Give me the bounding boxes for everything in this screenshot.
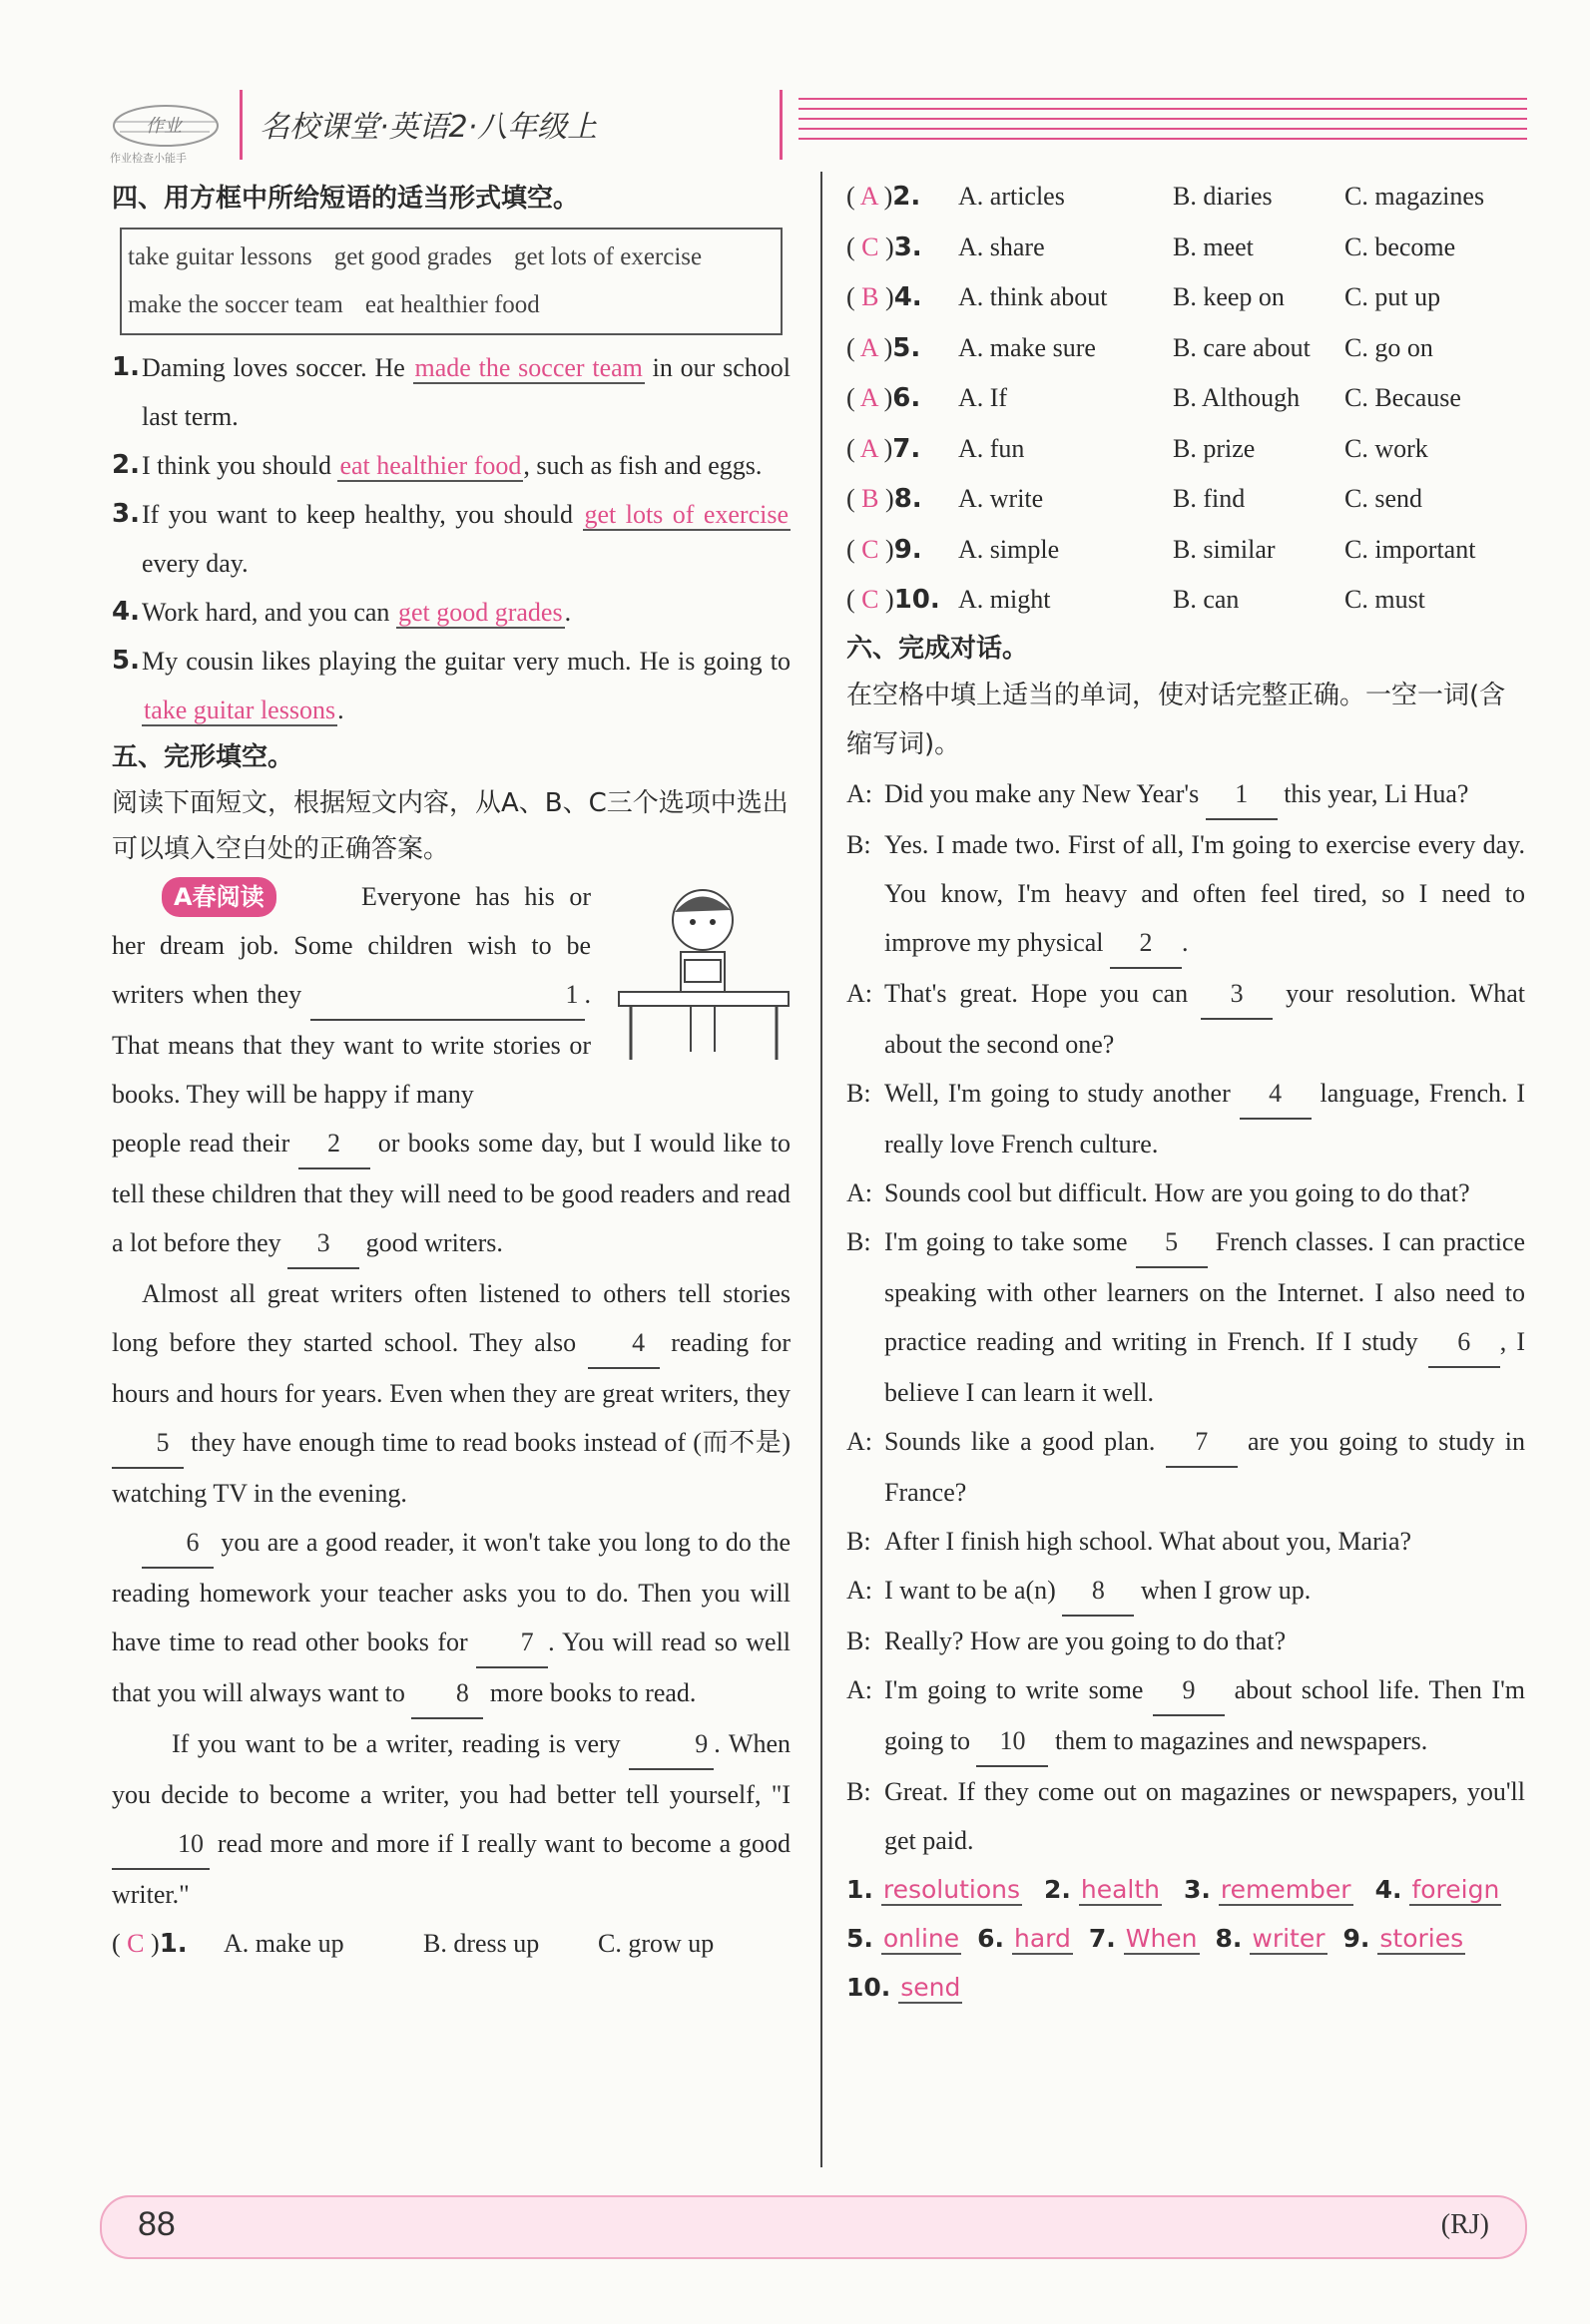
blank: 1	[310, 970, 585, 1021]
blank: 7	[1166, 1417, 1238, 1468]
phrase: get good grades	[333, 243, 492, 270]
book-title: 名校课堂·英语2·八年级上	[260, 110, 598, 145]
dialogue-line: B: Yes. I made two. First of all, I'm going to exercise every day. You know, I'm heavy and often feel tired, so I need to improve my physical 2 .	[846, 820, 1525, 969]
dialogue-line: B: After I finish high school. What about you, Maria?	[846, 1526, 1412, 1556]
section-5-instruction: 阅读下面短文，根据短文内容，从A、B、C三个选项中选出可以填入空白处的正确答案。	[112, 788, 789, 864]
blank: 8	[1062, 1566, 1134, 1617]
phrase: take guitar lessons	[128, 243, 312, 270]
blank: 10	[112, 1819, 210, 1870]
blank: 9	[629, 1719, 714, 1770]
choice-row: ( C )3. A. share B. meet C. become	[846, 232, 1456, 262]
choice-row: ( A )5. A. make sure B. care about C. go on	[846, 332, 1433, 363]
choice-row: ( C )1. A. make up B. dress up C. grow up	[112, 1929, 715, 1959]
section-6-title: 六、完成对话。	[846, 633, 1029, 664]
homework-logo-icon	[106, 98, 236, 168]
dialogue-line: B: I'm going to take some 5 French classes. I can practice speaking with other learners on the Internet. I also need to practice reading and writing in French. If I study 6 , I believe I can learn it well.	[846, 1217, 1525, 1417]
fill-question: 1. Daming loves soccer. He made the soccer team in our school last term.	[112, 352, 791, 431]
fill-question: 2. I think you should eat healthier food, such as fish and eggs.	[112, 450, 763, 480]
choice-row: ( A )2. A. articles B. diaries C. magazines	[846, 182, 1485, 212]
passage-paragraph-1: Everyone has his or her dream job. Some children wish to be writers when they 1 . That means that they want to write stories or books. They will be happy if many	[112, 882, 591, 1109]
choice-answer: C	[127, 1929, 145, 1958]
dialogue-line: A: Did you make any New Year's 1 this year, Li Hua?	[846, 769, 1525, 820]
blank: 3	[287, 1218, 359, 1269]
blank: 4	[1240, 1069, 1312, 1120]
phrase: get lots of exercise	[513, 243, 703, 270]
page-header	[100, 80, 1527, 170]
passage-paragraph-4: If you want to be a writer, reading is very 9 . When you decide to become a writer, you had better tell yourself, "I 10 read more and more if I really want to become a good writer."	[112, 1719, 791, 1919]
phrase: make the soccer team	[128, 291, 343, 318]
svg-text:作业: 作业	[146, 116, 182, 137]
fill-question: 4. Work hard, and you can get good grades.	[112, 597, 572, 627]
choice-row: ( C )10. A. might B. can C. must	[846, 585, 1425, 615]
choice-row: ( B )4. A. think about B. keep on C. put up	[846, 282, 1441, 312]
svg-text:作业检查小能手: 作业检查小能手	[110, 152, 187, 165]
passage-paragraph-2: Almost all great writers often listened to others tell stories long before they started school. They also 4 reading for hours and hours for years. Even when they are great writers, they 5 they have enough time to read books instead of (而不是) watching TV in the evening.	[112, 1279, 792, 1508]
blank: 5	[112, 1418, 184, 1469]
fill-question: 5. My cousin likes playing the guitar very much. He is going to take guitar lessons.	[112, 646, 791, 724]
dialogue-line: B: Great. If they come out on magazines or newspapers, you'll get paid.	[846, 1776, 1525, 1855]
page-footer	[100, 2195, 1527, 2259]
dialogue-line: A: Sounds like a good plan. 7 are you going to study in France?	[846, 1417, 1525, 1517]
section-4-title: 四、用方框中所给短语的适当形式填空。	[112, 184, 580, 214]
cloze-passage: A春阅读 Everyone has his or her dream job. Some children wish to be writers when they 1 . That means that they want to write stories or books. They will be happy if many people read their 2 or books some day, but I would like to tell these children that they will need to be good readers and read a lot before they 3 good writers. Almost all great writers often listened to others tell stories long before they started school. They also 4 reading for hours and hours for years. Even when they are great writers, they 5 they have enough time to read books instead of (而不是) watching TV in the evening. 6 you are a good reader, it won't take you long to do the reading homework your teacher asks you to do. Then you will have time to read other books for 7 . You will read so well that you will always want to 8 more books to read. If you want to be a writer, reading is very 9 . When you decide to become a writer, you had better tell yourself, "I 10 read more and more if I really want to become a good writer."	[112, 872, 791, 1919]
blank: 2	[1110, 918, 1182, 969]
dialogue-line: A: I'm going to write some 9 about school life. Then I'm going to 10 them to magazines and newspapers.	[846, 1665, 1525, 1767]
right-column	[846, 172, 1525, 2012]
header-decoration-lines	[798, 98, 1527, 152]
phrase: eat healthier food	[364, 291, 540, 318]
choice-row: ( A )7. A. fun B. prize C. work	[846, 433, 1428, 464]
blank: 6	[1428, 1317, 1500, 1368]
dialogue-line: B: Really? How are you going to do that?	[846, 1626, 1287, 1655]
header-divider	[240, 90, 243, 160]
blank: 1	[1206, 769, 1278, 820]
section-5-title: 五、完形填空。	[112, 742, 294, 772]
left-column	[112, 176, 791, 1970]
blank: 6	[142, 1518, 214, 1569]
edition-tag: (RJ)	[1440, 2209, 1489, 2240]
blank: 10	[976, 1716, 1048, 1767]
blank: 9	[1153, 1665, 1225, 1716]
blank: 4	[588, 1318, 660, 1369]
choice-row: ( A )6. A. If B. Although C. Because	[846, 383, 1461, 413]
section-6-instruction: 在空格中填上适当的单词，使对话完整正确。一空一词(含缩写词)。	[846, 680, 1506, 759]
answer-text: made the soccer team	[414, 353, 643, 382]
fill-question: 3. If you want to keep healthy, you should get lots of exercise every day.	[112, 499, 790, 578]
header-divider-right	[780, 90, 783, 160]
column-separator	[820, 172, 822, 2167]
blank: 8	[411, 1668, 483, 1719]
dialogue-line: B: Well, I'm going to study another 4 language, French. I really love French culture.	[846, 1069, 1525, 1168]
answer-text: get lots of exercise	[584, 500, 790, 529]
page-number: 88	[138, 2205, 176, 2243]
dialogue-line: A: Sounds cool but difficult. How are you going to do that?	[846, 1177, 1470, 1207]
blank: 3	[1201, 969, 1273, 1020]
answer-text: eat healthier food	[339, 451, 522, 480]
choice-row: ( C )9. A. simple B. similar C. important	[846, 534, 1476, 565]
boy-reading-illustration-icon	[611, 872, 791, 1062]
blank: 2	[298, 1119, 370, 1169]
dialogue-line: A: I want to be a(n) 8 when I grow up.	[846, 1566, 1525, 1617]
dialogue-line: A: That's great. Hope you can 3 your resolution. What about the second one?	[846, 969, 1525, 1069]
blank: 5	[1136, 1217, 1208, 1268]
reading-badge: A春阅读	[162, 877, 276, 917]
passage-paragraph-3: 6 you are a good reader, it won't take you long to do the reading homework your teacher asks you to do. Then you will have time to read other books for 7 . You will read so well that you will always want to 8 more books to read.	[112, 1518, 791, 1719]
answer-key: 1. resolutions 2. health 3. remember 4. foreign 5. online 6. hard 7. When 8. writer 9. stories 10. send	[846, 1874, 1500, 2002]
answer-text: get good grades	[397, 598, 563, 627]
choice-row: ( B )8. A. write B. find C. send	[846, 484, 1422, 514]
blank: 7	[476, 1618, 548, 1668]
answer-text: take guitar lessons	[144, 696, 336, 724]
phrase-box	[120, 228, 783, 335]
